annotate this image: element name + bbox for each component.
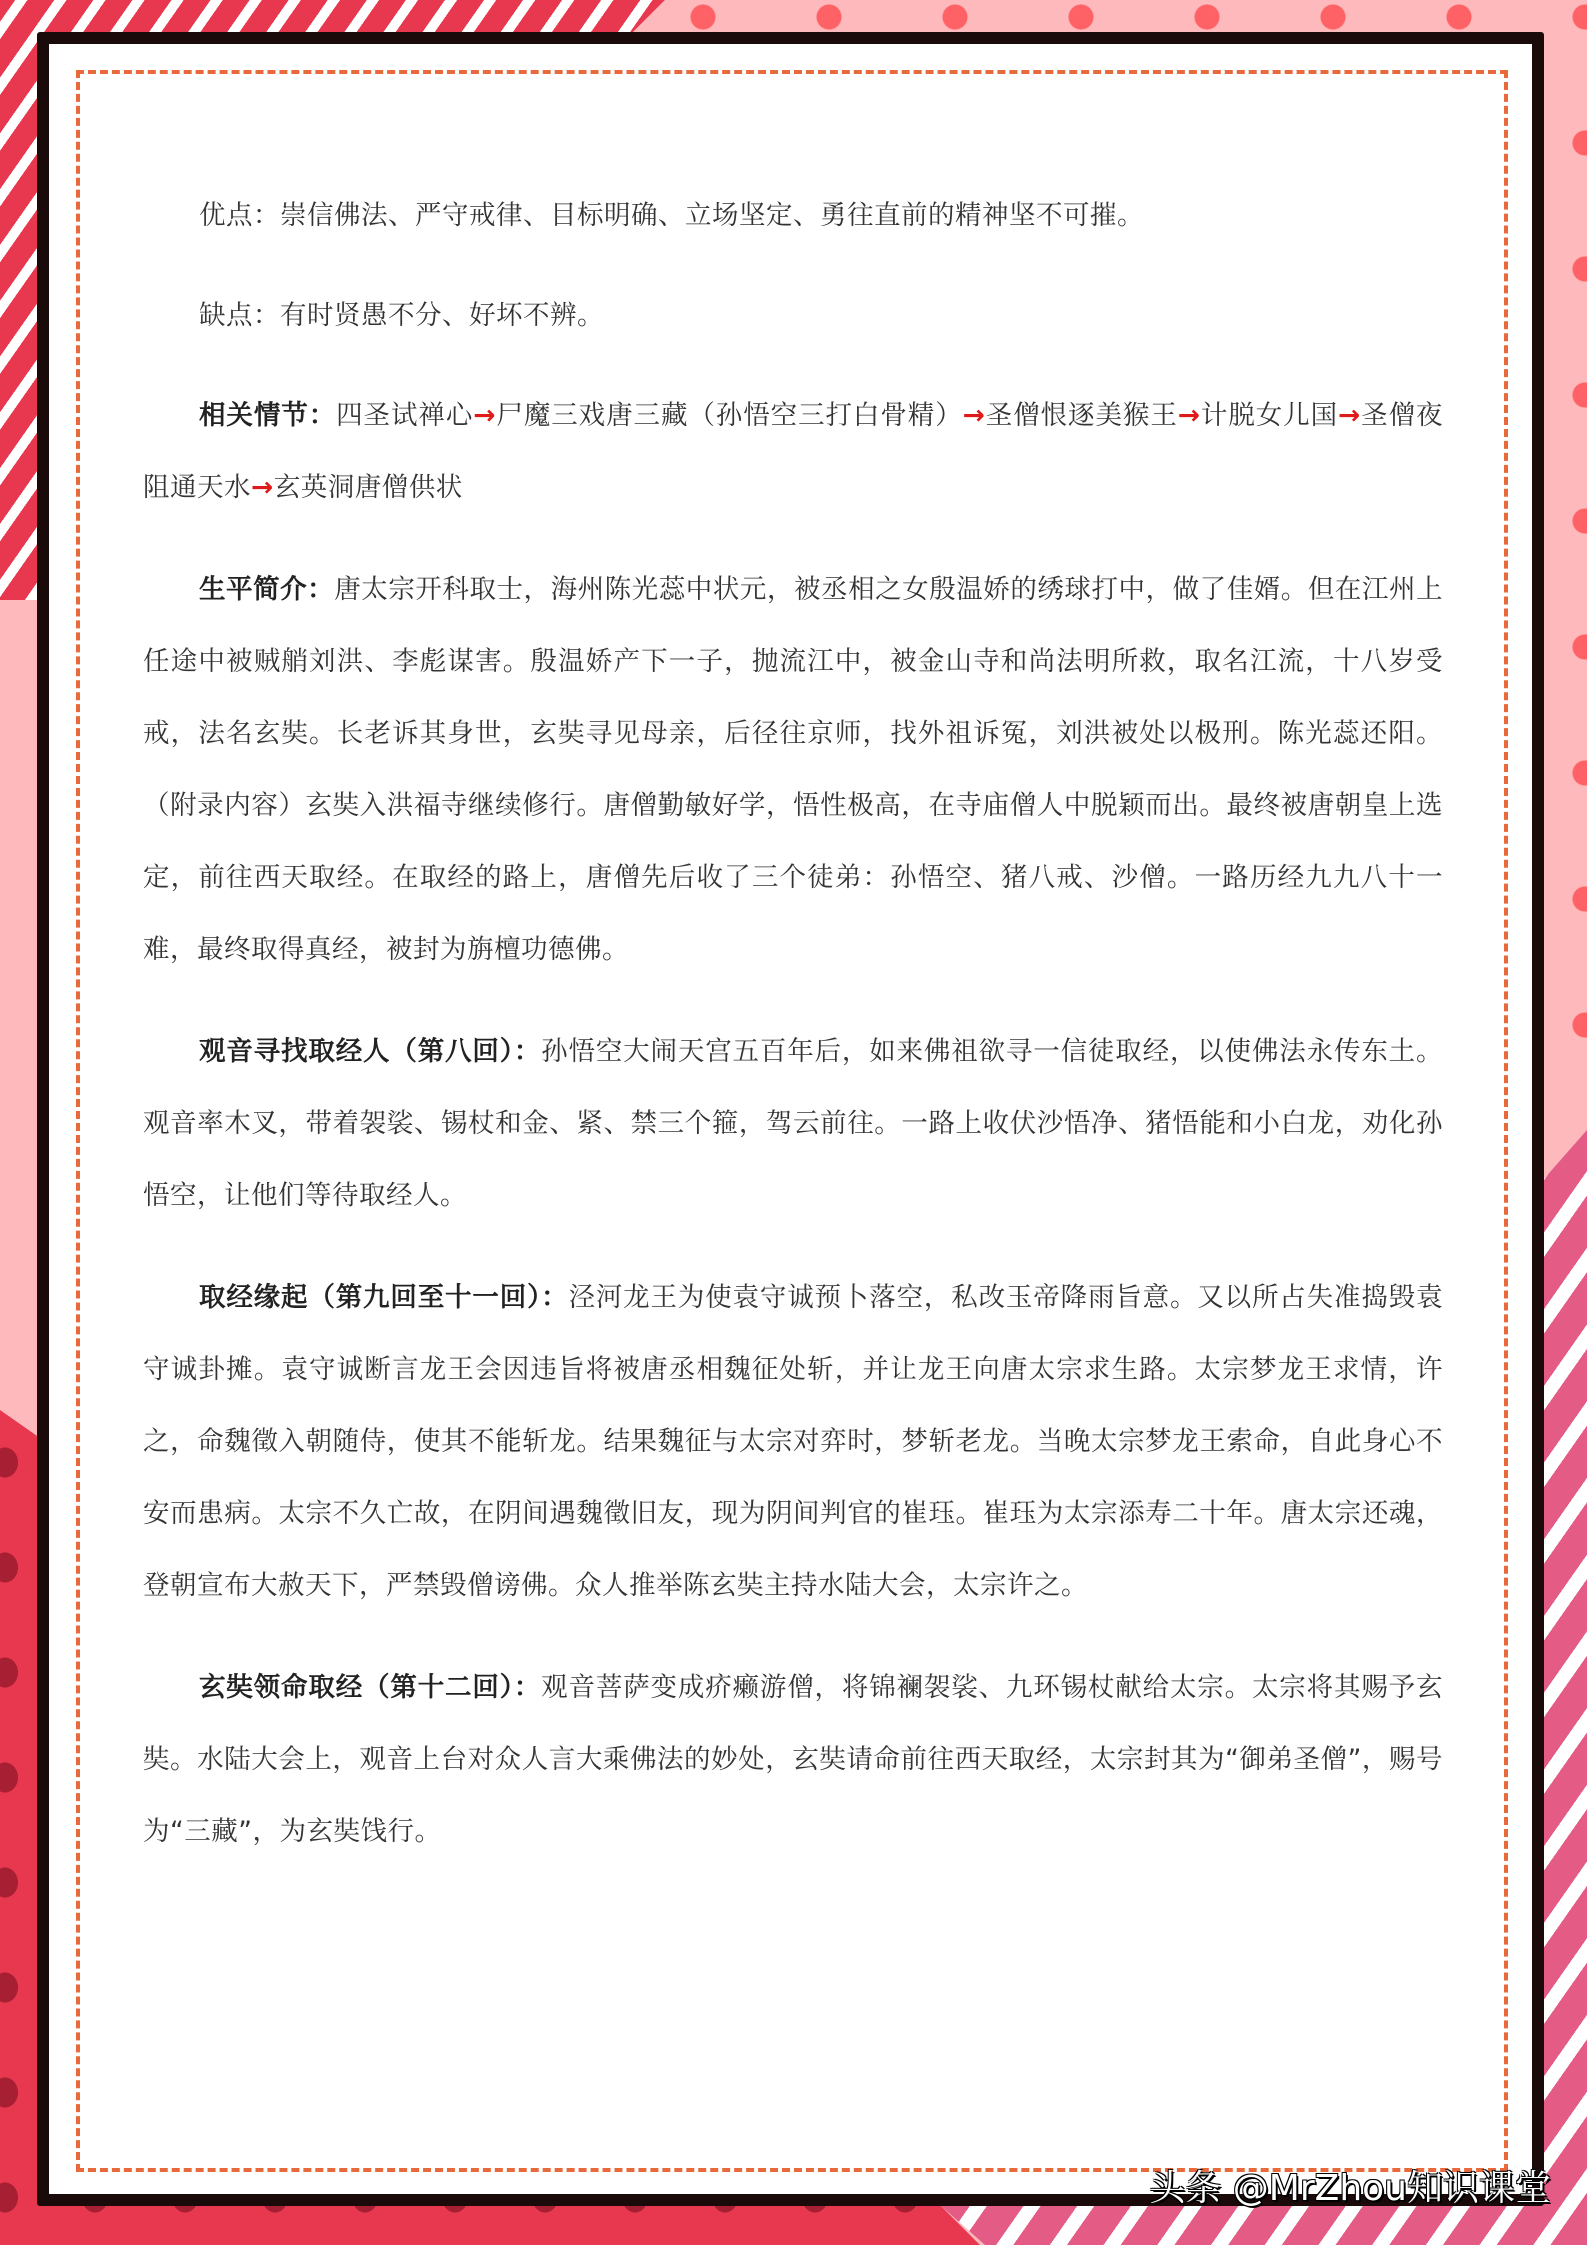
cons-paragraph [143, 280, 1443, 352]
plots-label: 相关情节： [199, 400, 337, 431]
arrow-icon: → [473, 400, 496, 431]
pros-paragraph [143, 180, 1443, 252]
pros-label: 优点： [199, 200, 280, 231]
chapter9-11-text: 泾河龙王为使袁守诚预卜落空，私改玉帝降雨旨意。又以所占失准捣毁袁守诚卦摊。袁守诚断言龙王会因违旨将被唐丞相魏征处斩，并让龙王向唐太宗求生路。太宗梦龙王求情，许之，命魏徵入朝随侍，使其不能斩龙。结果魏征与太宗对弈时，梦斩老龙。当晚太宗梦龙王索命，自此身心不安而患病。太宗不久亡故，在阴间遇魏徵旧友，现为阴间判官的崔珏。崔珏为太宗添寿二十年。唐太宗还魂，登朝宣布大赦天下，严禁毁僧谤佛。众人推举陈玄奘主持水陆大会，太宗许之。 [143, 1282, 1444, 1601]
chapter8-paragraph [143, 1016, 1443, 1232]
chapter9-11-label: 取经缘起（第九回至十一回）： [199, 1282, 569, 1313]
chapter8-label: 观音寻找取经人（第八回）： [199, 1036, 542, 1067]
biography-paragraph [143, 554, 1443, 986]
biography-label: 生平简介： [199, 574, 335, 605]
cons-label: 缺点： [199, 300, 280, 331]
arrow-icon: → [251, 472, 274, 503]
plot-item: 尸魔三戏唐三藏（孙悟空三打白骨精） [495, 400, 963, 431]
plot-item: 四圣试禅心 [336, 400, 474, 431]
plot-item: 圣僧夜阻通天水 [143, 400, 1444, 503]
bg-left-pink [0, 600, 40, 1430]
watermark: 头条 @MrZhou知识课堂 [1149, 2168, 1551, 2209]
arrow-icon: → [1338, 400, 1361, 431]
plot-item: 圣僧恨逐美猴王 [985, 400, 1178, 431]
chapter12-label: 玄奘领命取经（第十二回）： [199, 1672, 542, 1703]
plots-paragraph [143, 380, 1443, 524]
pros-text: 崇信佛法、严守戒律、目标明确、立场坚定、勇往直前的精神坚不可摧。 [280, 200, 1144, 231]
plot-item: 玄英洞唐僧供状 [273, 472, 463, 503]
plot-item: 计脱女儿国 [1200, 400, 1339, 431]
arrow-icon: → [1177, 400, 1201, 431]
biography-text: 唐太宗开科取士，海州陈光蕊中状元，被丞相之女殷温娇的绣球打中，做了佳婿。但在江州上任途中被贼艄刘洪、李彪谋害。殷温娇产下一子，抛流江中，被金山寺和尚法明所救，取名江流，十八岁受戒，法名玄奘。长老诉其身世，玄奘寻见母亲，后径往京师，找外祖诉冤，刘洪被处以极刑。陈光蕊还阳。（附录内容）玄奘入洪福寺继续修行。唐僧勤敏好学，悟性极高，在寺庙僧人中脱颖而出。最终被唐朝皇上选定，前往西天取经。在取经的路上，唐僧先后收了三个徒弟：孙悟空、猪八戒、沙僧。一路历经九九八十一难，最终取得真经，被封为旃檀功德佛。 [143, 574, 1444, 965]
arrow-icon: → [962, 400, 986, 431]
chapter8-text: 孙悟空大闹天宫五百年后，如来佛祖欲寻一信徒取经，以使佛法永传东土。观音率木叉，带着袈裟、锡杖和金、紧、禁三个箍，驾云前往。一路上收伏沙悟净、猪悟能和小白龙，劝化孙悟空，让他们等待取经人。 [143, 1036, 1444, 1211]
chapter9-11-paragraph [143, 1262, 1443, 1622]
document-body [143, 180, 1443, 1898]
chapter12-paragraph [143, 1652, 1443, 1868]
cons-text: 有时贤愚不分、好坏不辨。 [280, 300, 604, 331]
chapter12-text: 观音菩萨变成疥癞游僧，将锦襕袈裟、九环锡杖献给太宗。太宗将其赐予玄奘。水陆大会上，观音上台对众人言大乘佛法的妙处，玄奘请命前往西天取经，太宗封其为“御弟圣僧”，赐号为“三藏”，为玄奘饯行。 [143, 1672, 1444, 1847]
